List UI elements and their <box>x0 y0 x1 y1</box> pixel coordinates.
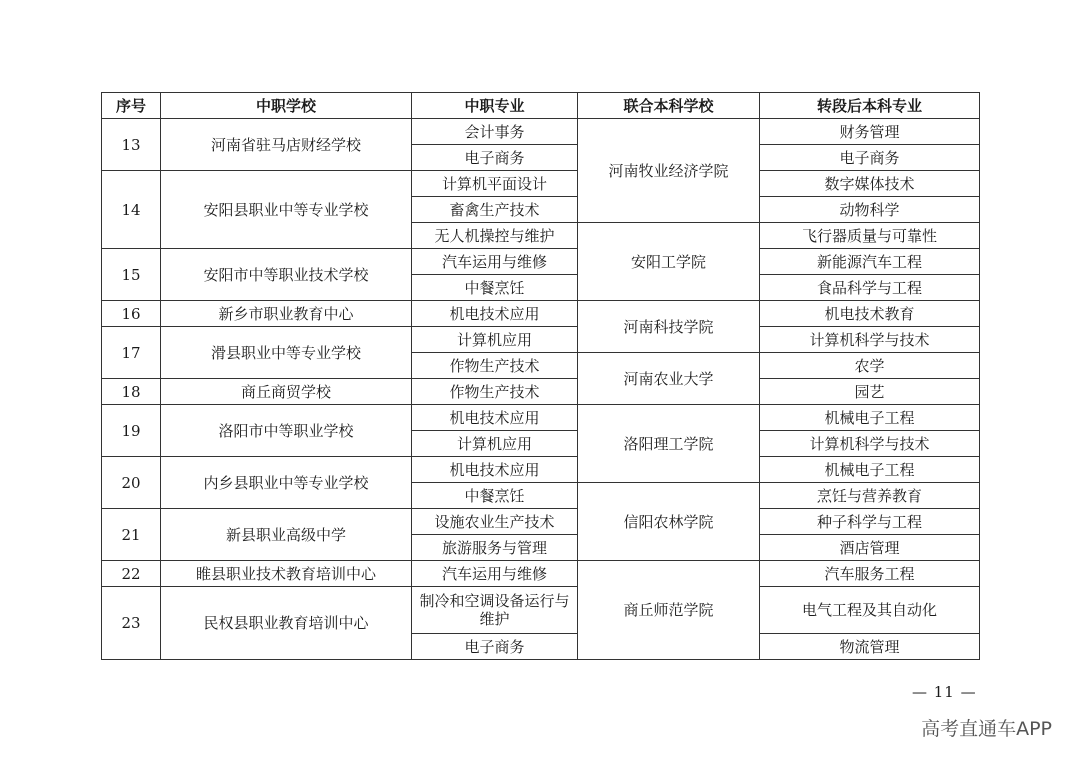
major-cell: 电子商务 <box>412 634 578 660</box>
major-cell: 畜禽生产技术 <box>412 197 578 223</box>
seq-cell: 16 <box>102 301 161 327</box>
target-major-cell: 财务管理 <box>760 119 980 145</box>
seq-cell: 15 <box>102 249 161 301</box>
major-cell: 制冷和空调设备运行与维护 <box>412 587 578 634</box>
table-row <box>102 457 980 483</box>
seq-cell: 14 <box>102 171 161 249</box>
table-row <box>102 171 980 197</box>
school-cell: 洛阳市中等职业学校 <box>161 405 412 457</box>
table-row <box>102 379 980 405</box>
target-major-cell: 机械电子工程 <box>760 457 980 483</box>
univ-cell: 信阳农林学院 <box>578 483 760 561</box>
target-major-cell: 飞行器质量与可靠性 <box>760 223 980 249</box>
univ-cell: 河南农业大学 <box>578 353 760 405</box>
target-major-cell: 电子商务 <box>760 145 980 171</box>
target-major-cell: 动物科学 <box>760 197 980 223</box>
major-cell: 设施农业生产技术 <box>412 509 578 535</box>
target-major-cell: 农学 <box>760 353 980 379</box>
school-cell: 滑县职业中等专业学校 <box>161 327 412 379</box>
univ-cell: 商丘师范学院 <box>578 561 760 660</box>
target-major-cell: 汽车服务工程 <box>760 561 980 587</box>
target-major-cell: 机械电子工程 <box>760 405 980 431</box>
major-cell: 作物生产技术 <box>412 353 578 379</box>
table-row <box>102 249 980 275</box>
table-row <box>102 327 980 353</box>
table-header-row <box>102 93 980 119</box>
target-major-cell: 园艺 <box>760 379 980 405</box>
table-row <box>102 405 980 431</box>
seq-cell: 23 <box>102 587 161 660</box>
major-cell: 计算机应用 <box>412 327 578 353</box>
major-cell: 旅游服务与管理 <box>412 535 578 561</box>
major-cell: 机电技术应用 <box>412 405 578 431</box>
target-major-cell: 电气工程及其自动化 <box>760 587 980 634</box>
page-number: — 11 — <box>912 683 977 701</box>
enrollment-table <box>101 92 980 660</box>
school-cell: 内乡县职业中等专业学校 <box>161 457 412 509</box>
header-school: 中职学校 <box>161 93 412 119</box>
target-major-cell: 计算机科学与技术 <box>760 327 980 353</box>
school-cell: 安阳市中等职业技术学校 <box>161 249 412 301</box>
univ-cell: 洛阳理工学院 <box>578 405 760 483</box>
major-cell: 中餐烹饪 <box>412 275 578 301</box>
major-cell: 机电技术应用 <box>412 457 578 483</box>
major-cell: 汽车运用与维修 <box>412 249 578 275</box>
target-major-cell: 酒店管理 <box>760 535 980 561</box>
target-major-cell: 物流管理 <box>760 634 980 660</box>
table-row <box>102 301 980 327</box>
major-cell: 机电技术应用 <box>412 301 578 327</box>
univ-cell: 河南牧业经济学院 <box>578 119 760 223</box>
univ-cell: 安阳工学院 <box>578 223 760 301</box>
seq-cell: 13 <box>102 119 161 171</box>
seq-cell: 18 <box>102 379 161 405</box>
header-target-major: 转段后本科专业 <box>760 93 980 119</box>
major-cell: 计算机应用 <box>412 431 578 457</box>
major-cell: 电子商务 <box>412 145 578 171</box>
watermark: 高考直通车APP <box>921 718 1052 740</box>
school-cell: 安阳县职业中等专业学校 <box>161 171 412 249</box>
target-major-cell: 机电技术教育 <box>760 301 980 327</box>
header-major: 中职专业 <box>412 93 578 119</box>
header-univ: 联合本科学校 <box>578 93 760 119</box>
target-major-cell: 新能源汽车工程 <box>760 249 980 275</box>
school-cell: 商丘商贸学校 <box>161 379 412 405</box>
seq-cell: 17 <box>102 327 161 379</box>
school-cell: 民权县职业教育培训中心 <box>161 587 412 660</box>
school-cell: 新乡市职业教育中心 <box>161 301 412 327</box>
seq-cell: 22 <box>102 561 161 587</box>
seq-cell: 21 <box>102 509 161 561</box>
school-cell: 新县职业高级中学 <box>161 509 412 561</box>
seq-cell: 20 <box>102 457 161 509</box>
target-major-cell: 种子科学与工程 <box>760 509 980 535</box>
table-row <box>102 509 980 535</box>
major-cell: 汽车运用与维修 <box>412 561 578 587</box>
major-cell: 计算机平面设计 <box>412 171 578 197</box>
school-cell: 河南省驻马店财经学校 <box>161 119 412 171</box>
major-cell: 中餐烹饪 <box>412 483 578 509</box>
target-major-cell: 计算机科学与技术 <box>760 431 980 457</box>
target-major-cell: 数字媒体技术 <box>760 171 980 197</box>
table-row <box>102 587 980 634</box>
school-cell: 睢县职业技术教育培训中心 <box>161 561 412 587</box>
univ-cell: 河南科技学院 <box>578 301 760 353</box>
table-row <box>102 119 980 145</box>
target-major-cell: 烹饪与营养教育 <box>760 483 980 509</box>
major-cell: 会计事务 <box>412 119 578 145</box>
major-cell: 无人机操控与维护 <box>412 223 578 249</box>
header-seq: 序号 <box>102 93 161 119</box>
seq-cell: 19 <box>102 405 161 457</box>
major-cell: 作物生产技术 <box>412 379 578 405</box>
target-major-cell: 食品科学与工程 <box>760 275 980 301</box>
table-row <box>102 561 980 587</box>
